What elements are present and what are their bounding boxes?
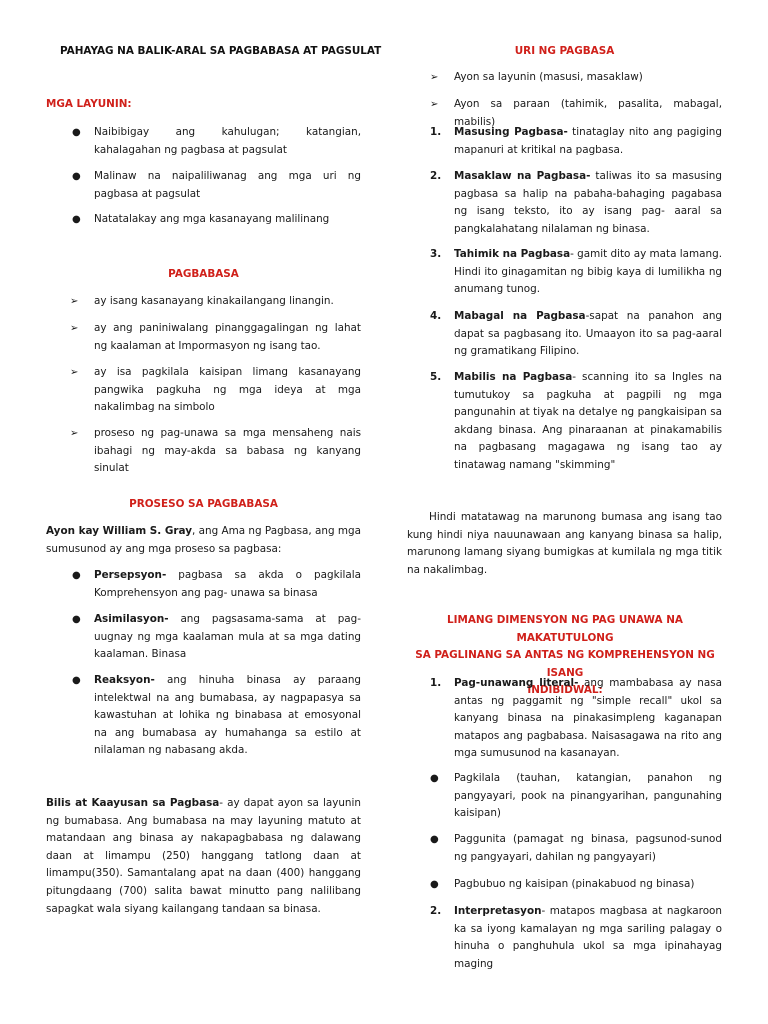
term-text: tinataglay nito ang pagiging mapanuri at kritikal na pagbasa. — [454, 126, 722, 156]
term-text: pagbasa sa akda o pagkilala Komprehensyon ang pag- unawa sa binasa — [94, 569, 361, 599]
list-item: Ayon sa paraan (tahimik, pasalita, mabagal, mabilis) — [454, 98, 722, 128]
item-number: 1. — [430, 677, 442, 689]
pagbabasa-heading: PAGBABASA — [168, 268, 239, 280]
list-item: proseso ng pag-unawa sa mga mensaheng nais ibahagi ng may-akda sa babasa ng kanyang sinulat — [94, 427, 361, 475]
item-number: 1. — [430, 126, 442, 138]
arrow-bullet-icon: ➢ — [430, 72, 439, 83]
list-item: Naibibigay ang kahulugan; katangian, kahalagahan ng pagbasa at pagsulat — [94, 126, 361, 156]
bullet-dot-icon: ● — [72, 214, 81, 225]
list-item: Malinaw na naipaliliwanag ang mga uri ng pagbasa at pagsulat — [94, 170, 361, 200]
body-paragraph: Hindi matatawag na marunong bumasa ang isang tao kung hindi niya nauunawaan ang kanyang binasa sa halip, marunong lamang siyang bumigkas at kumilala ng mga titik na nakalimbag. — [407, 511, 722, 576]
term: Mabilis na Pagbasa — [454, 371, 573, 383]
layunin-heading: MGA LAYUNIN: — [46, 98, 132, 110]
bullet-dot-icon: ● — [72, 570, 81, 581]
list-item — [454, 903, 722, 973]
bilis-paragraph — [46, 795, 361, 918]
item-number: 3. — [430, 248, 442, 260]
term-text: - scanning ito sa Ingles na tumutukoy sa pagkuha at pagpili ng mga pangunahin at tiyak na detalye ng pangkaisipan sa akdang binasa. Ang pinaraanan at pinakamabilis na pagbasang magagawa ng isang tao ay tinatawag namang "skimming" — [454, 371, 722, 471]
term-text: ang pagsasama-sama at pag-uugnay ng mga kaalaman mula at sa mga dating kaalaman. Binasa — [94, 613, 361, 661]
list-item: Pagkilala (tauhan, katangian, panahon ng pangyayari, pook na pinangyarihan, pangunahing kaisipan) — [454, 772, 722, 820]
list-item — [94, 567, 361, 602]
list-item: Ayon sa layunin (masusi, masaklaw) — [454, 71, 643, 83]
bullet-dot-icon: ● — [72, 675, 81, 686]
proseso-intro — [46, 523, 361, 558]
heading-line: INDIBIDWAL: — [527, 684, 603, 697]
list-item — [94, 611, 361, 664]
bilis-term: Bilis at Kaayusan sa Pagbasa — [46, 797, 220, 809]
bilis-text: - ay dapat ayon sa layunin ng bumabasa. Ang bumabasa na may layuning matuto at matandaan ang binasa ay nakapagbabasa ng dalawang daan at limampu (250) hanggang tatlong daan at limampu(350). Samantalang apat na daan (400) hanggang pitungdaang (700) salita bawat minutto pang nalilibang sapagkat wala siyang kailangang tandaan sa binasa. — [46, 797, 361, 915]
term-text: - gamit dito ay mata lamang. Hindi ito ginagamitan ng bibig kaya di lumilikha ng anumang tunog. — [454, 248, 722, 296]
term: Masaklaw na Pagbasa- — [454, 170, 591, 182]
uri-heading: URI NG PAGBASA — [514, 45, 615, 57]
arrow-bullet-icon: ➢ — [70, 296, 79, 307]
term-text: -sapat na panahon ang dapat sa pagbasang ito. Umaayon ito sa pag-aaral ng gramatikang Filipino. — [454, 310, 722, 358]
term-text: ang mambabasa ay nasa antas ng paggamit ng "simple recall" ukol sa kanyang binasa na pinakasimpleng kaganapan matapos ang pagbabasa. Naisasagawa na rito ang mga sumusunod na kasanayan. — [454, 677, 723, 760]
term: Asimilasyon- — [94, 613, 169, 625]
bullet-dot-icon: ● — [72, 614, 81, 625]
list-item: ay isa pagkilala kaisipan limang kasanayang pangwika pagkuha ng mga ideya at mga nakalimbag na simbolo — [94, 366, 361, 414]
item-number: 5. — [430, 371, 442, 383]
arrow-bullet-icon: ➢ — [70, 428, 79, 439]
list-item — [94, 672, 361, 760]
heading-line: SA PAGLINANG SA ANTAS NG KOMPREHENSYON NG ISANG — [415, 649, 715, 679]
term: Masusing Pagbasa- — [454, 126, 568, 138]
list-item: ay isang kasanayang kinakailangang linangin. — [94, 295, 334, 307]
proseso-intro-term: Ayon kay William S. Gray — [46, 525, 192, 537]
item-number: 4. — [430, 310, 442, 322]
bullet-dot-icon: ● — [72, 171, 81, 182]
list-item — [454, 168, 722, 238]
item-number: 2. — [430, 905, 442, 917]
list-item — [454, 675, 722, 763]
item-number: 2. — [430, 170, 442, 182]
term-text: - matapos magbasa at nagkaroon ka sa iyong kamalayan ng mga sariling palagay o hinuha o panghuhula ukol sa mga ipinahayag maging — [454, 905, 722, 970]
list-item — [454, 124, 722, 159]
list-item: Natatalakay ang mga kasanayang malilinang — [94, 213, 330, 225]
arrow-bullet-icon: ➢ — [70, 323, 79, 334]
term: Reaksyon- — [94, 674, 155, 686]
bullet-dot-icon: ● — [430, 834, 439, 845]
term-text: taliwas ito sa masusing pagbasa sa halip na pabaha-bahaging pagabasa ng isang teksto, ito ay isang pag- aaral sa pangkalahatang nilalaman ng binasa. — [454, 170, 722, 235]
bullet-dot-icon: ● — [72, 127, 81, 138]
term: Persepsyon- — [94, 569, 167, 581]
proseso-heading: PROSESO SA PAGBABASA — [129, 498, 278, 510]
list-item — [454, 246, 722, 299]
arrow-bullet-icon: ➢ — [70, 367, 79, 378]
heading-line: LIMANG DIMENSYON NG PAG UNAWA NA MAKATUTULONG — [447, 614, 683, 644]
term: Interpretasyon — [454, 905, 542, 917]
bullet-dot-icon: ● — [430, 773, 439, 784]
list-item: ay ang paniniwalang pinanggagalingan ng lahat ng kaalaman at Impormasyon ng isang tao. — [94, 322, 361, 352]
list-item — [454, 308, 722, 361]
document-title: PAHAYAG NA BALIK-ARAL SA PAGBABASA AT PAGSULAT — [60, 45, 382, 57]
term: Pag-unawang literal- — [454, 677, 579, 689]
proseso-intro-text: , ang Ama ng Pagbasa, ang mga sumusunod ay ang mga proseso sa pagbasa: — [46, 525, 362, 555]
list-item: Paggunita (pamagat ng binasa, pagsunod-sunod ng pangyayari, dahilan ng pangyayari) — [454, 833, 722, 863]
list-item: Pagbubuo ng kaisipan (pinakabuod ng binasa) — [454, 878, 695, 890]
term-text: ang hinuha binasa ay paraang intelektwal na ang bumabasa, ay nagpapasya sa kawastuhan at lohika ng binabasa at emosyonal na ang bumabasa ay humahanga sa estilo at nilalaman ng nabasang akda. — [94, 674, 361, 757]
list-item — [454, 369, 722, 475]
arrow-bullet-icon: ➢ — [430, 99, 439, 110]
term: Tahimik na Pagbasa — [454, 248, 571, 260]
term: Mabagal na Pagbasa — [454, 310, 586, 322]
bullet-dot-icon: ● — [430, 879, 439, 890]
